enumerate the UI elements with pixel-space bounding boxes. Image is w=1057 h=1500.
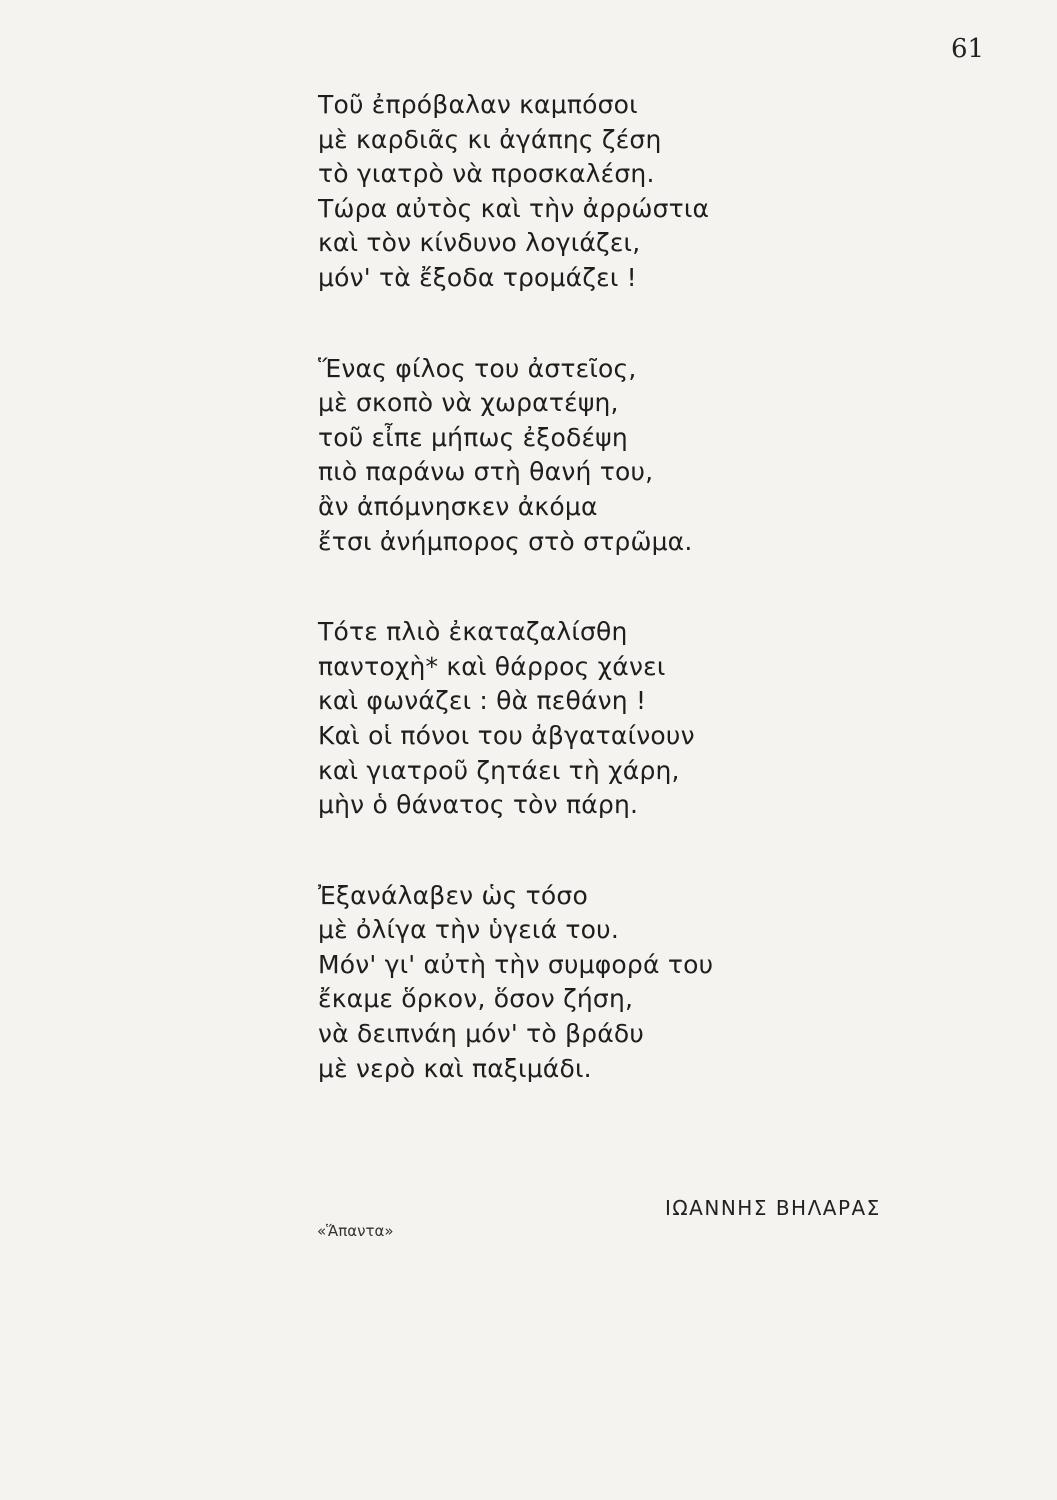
- poem-line: πιὸ παράνω στὴ θανή του,: [318, 457, 654, 487]
- author-name: ΙΩΑΝΝΗΣ ΒΗΛΑΡΑΣ: [665, 1196, 881, 1220]
- poem-line: ἔκαμε ὅρκον, ὅσον ζήση,: [318, 984, 634, 1014]
- poem-line: ἔτσι ἀνήμπορος στὸ στρῶμα.: [318, 526, 693, 556]
- stanza: [318, 88, 958, 296]
- poem-line: Καὶ οἱ πόνοι του ἀβγαταίνουν: [318, 720, 695, 750]
- poem-line: μὲ ὀλίγα τὴν ὑγειά του.: [318, 915, 619, 945]
- stanza: [318, 352, 958, 560]
- poem-line: Μόν' γι' αὐτὴ τὴν συμφορά του: [318, 949, 714, 979]
- poem-line: καὶ γιατροῦ ζητάει τὴ χάρη,: [318, 755, 680, 785]
- poem-line: Ἐξανάλαβεν ὡς τόσο: [318, 880, 588, 910]
- poem-line: Τοῦ ἐπρόβαλαν καμπόσοι: [318, 90, 638, 119]
- poem-line: καὶ φωνάζει : θὰ πεθάνη !: [318, 686, 647, 716]
- poem-line: Τότε πλιὸ ἐκαταζαλίσθη: [318, 617, 628, 647]
- poem-line: ἂν ἀπόμνησκεν ἀκόμα: [318, 491, 598, 521]
- page-number: 61: [951, 34, 985, 64]
- poem-line: καὶ τὸν κίνδυνο λογιάζει,: [318, 228, 641, 258]
- source-citation: «Ἅπαντα»: [317, 1222, 394, 1240]
- poem-line: παντοχὴ* καὶ θάρρος χάνει: [318, 651, 666, 681]
- poem-line: μὲ σκοπὸ νὰ χωρατέψη,: [318, 388, 619, 418]
- poem-line: Τώρα αὐτὸς καὶ τὴν ἀρρώστια: [318, 193, 710, 223]
- poem-line: νὰ δειπνάη μόν' τὸ βράδυ: [318, 1019, 645, 1049]
- poem-line: μόν' τὰ ἔξοδα τρομάζει !: [318, 262, 637, 292]
- poem-line: μὲ καρδιᾶς κι ἀγάπης ζέση: [318, 124, 662, 154]
- poem-line: μὴν ὁ θάνατος τὸν πάρη.: [318, 790, 639, 820]
- poem: [318, 88, 958, 1086]
- poem-line: τοῦ εἶπε μήπως ἐξοδέψη: [318, 422, 628, 452]
- stanza: [318, 615, 958, 823]
- poem-line: τὸ γιατρὸ νὰ προσκαλέση.: [318, 159, 655, 189]
- poem-line: Ἕνας φίλος του ἀστεῖος,: [318, 353, 637, 383]
- poem-line: μὲ νερὸ καὶ παξιμάδι.: [318, 1053, 592, 1083]
- stanza: [318, 879, 958, 1087]
